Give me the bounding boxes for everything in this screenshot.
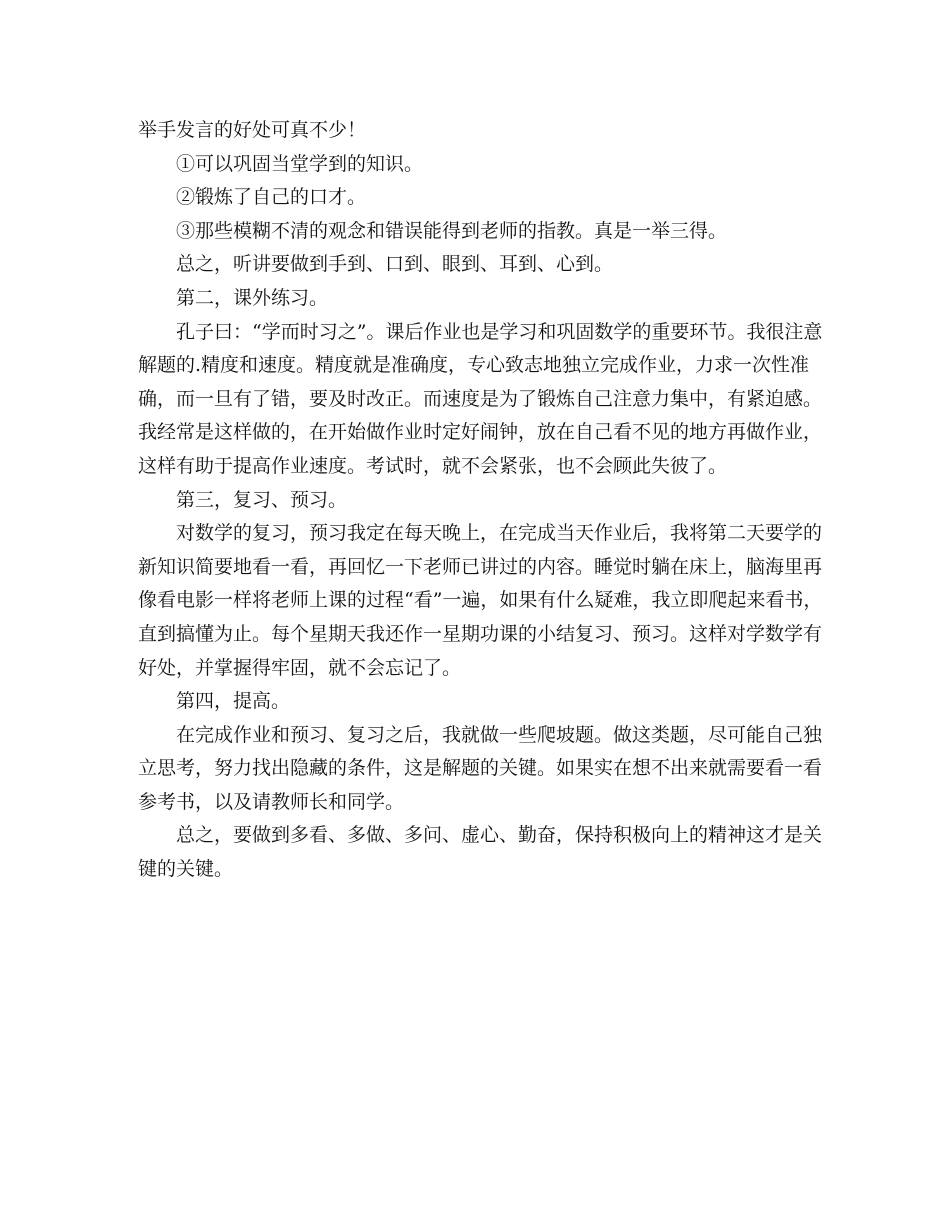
document-body — [138, 114, 838, 887]
paragraph-benefit-1: ①可以巩固当堂学到的知识。 — [176, 152, 424, 175]
paragraph-listening-summary: 总之，听讲要做到手到、口到、眼到、耳到、心到。 — [176, 253, 614, 276]
paragraph-improve: 在完成作业和预习、复习之后，我就做一些爬坡题。做这类题，尽可能自己独立思考，努力找出隐藏的条件，这是解题的关键。如果实在想不出来就需要看一看参考书，以及请教师长和同学。 — [138, 723, 823, 813]
paragraph-practice: 孔子曰：“学而时习之”。课后作业也是学习和巩固数学的重要环节。我很注意解题的.精度和速度。精度就是准确度，专心致志地独立完成作业，力求一次性准确，而一旦有了错，要及时改正。而速度是为了锻炼自己注意力集中，有紧迫感。我经常是这样做的，在开始做作业时定好闹钟，放在自己看不见的地方再做作业，这样有助于提高作业速度。考试时，就不会紧张，也不会顾此失彼了。 — [138, 320, 823, 477]
paragraph-benefit-3: ③那些模糊不清的观念和错误能得到老师的指教。真是一举三得。 — [176, 219, 728, 242]
paragraph-conclusion: 总之，要做到多看、多做、多问、虚心、勤奋，保持积极向上的精神这才是关键的关键。 — [138, 824, 823, 881]
paragraph-review: 对数学的复习，预习我定在每天晚上，在完成当天作业后，我将第二天要学的新知识简要地看一看，再回忆一下老师已讲过的内容。睡觉时躺在床上，脑海里再像看电影一样将老师上课的过程“看”一遍，如果有什么疑难，我立即爬起来看书，直到搞懂为止。每个星期天我还作一星期功课的小结复习、预习。这样对学数学有好处，并掌握得牢固，就不会忘记了。 — [138, 522, 823, 679]
paragraph-benefit-2: ②锻炼了自己的口才。 — [176, 186, 367, 209]
section-heading-improve: 第四，提高。 — [176, 690, 291, 713]
paragraph-intro-continuation: 举手发言的好处可真不少！ — [138, 119, 367, 141]
section-heading-practice: 第二，课外练习。 — [176, 286, 329, 309]
section-heading-review: 第三，复习、预习。 — [176, 488, 348, 511]
